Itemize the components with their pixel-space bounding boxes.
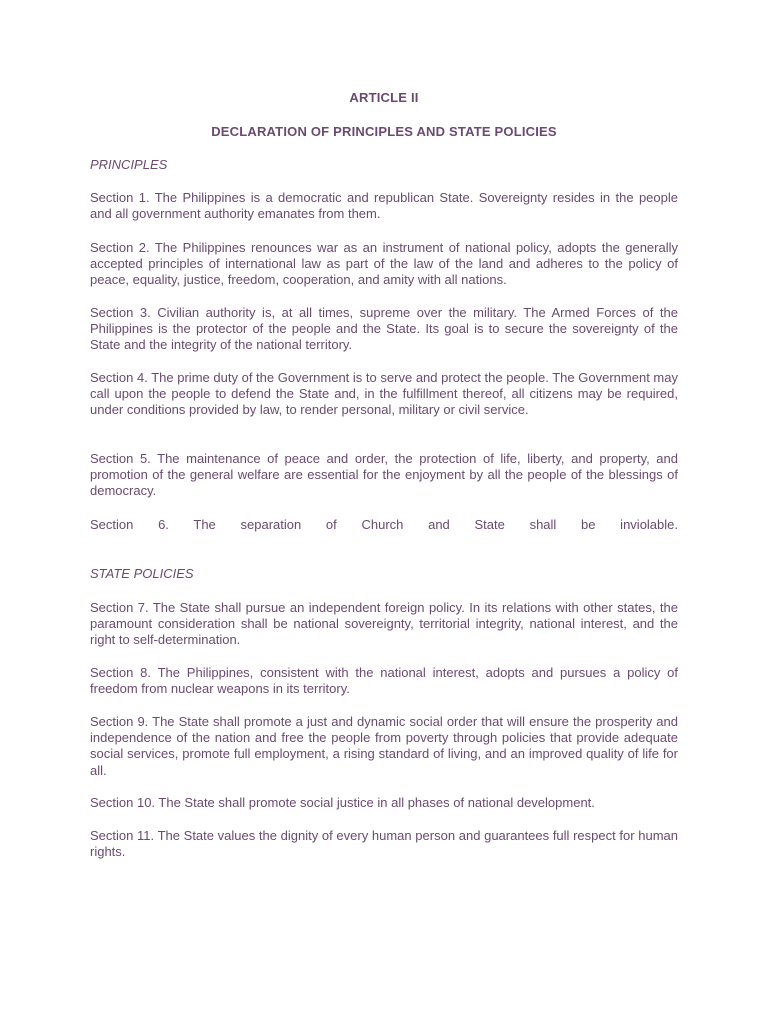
section-3: Section 3. Civilian authority is, at all times, supreme over the military. The Armed Forces of the Philippines is the protector of the people and the State. Its goal is to secure the sovereignty of the State and the integrity of the national territory. [90,305,678,353]
article-title: ARTICLE II [349,90,419,105]
section-6: Section 6. The separation of Church and State shall be inviolable. [90,517,678,532]
section-4: Section 4. The prime duty of the Government is to serve and protect the people. The Government may call upon the people to defend the State and, in the fulfillment thereof, all citizens may be required, under conditions provided by law, to render personal, military or civil service. [90,370,678,418]
principles-heading: PRINCIPLES [90,157,168,172]
section-10: Section 10. The State shall promote social justice in all phases of national development. [90,795,595,810]
section-5: Section 5. The maintenance of peace and order, the protection of life, liberty, and property, and promotion of the general welfare are essential for the enjoyment by all the people of the blessings of democracy. [90,451,678,499]
section-2: Section 2. The Philippines renounces war as an instrument of national policy, adopts the generally accepted principles of international law as part of the law of the land and adheres to the policy of peace, equality, justice, freedom, cooperation, and amity with all nations. [90,240,678,288]
state-policies-heading: STATE POLICIES [90,566,194,581]
section-7: Section 7. The State shall pursue an independent foreign policy. In its relations with other states, the paramount consideration shall be national sovereignty, territorial integrity, national interest, and the right to self-determination. [90,600,678,648]
section-8: Section 8. The Philippines, consistent with the national interest, adopts and pursues a policy of freedom from nuclear weapons in its territory. [90,665,678,697]
section-11: Section 11. The State values the dignity of every human person and guarantees full respect for human rights. [90,828,678,860]
section-9: Section 9. The State shall promote a just and dynamic social order that will ensure the prosperity and independence of the nation and free the people from poverty through policies that provide adequate social services, promote full employment, a rising standard of living, and an improved quality of life for all. [90,714,678,778]
section-1: Section 1. The Philippines is a democratic and republican State. Sovereignty resides in the people and all government authority emanates from them. [90,190,678,222]
article-subtitle: DECLARATION OF PRINCIPLES AND STATE POLICIES [211,124,557,139]
